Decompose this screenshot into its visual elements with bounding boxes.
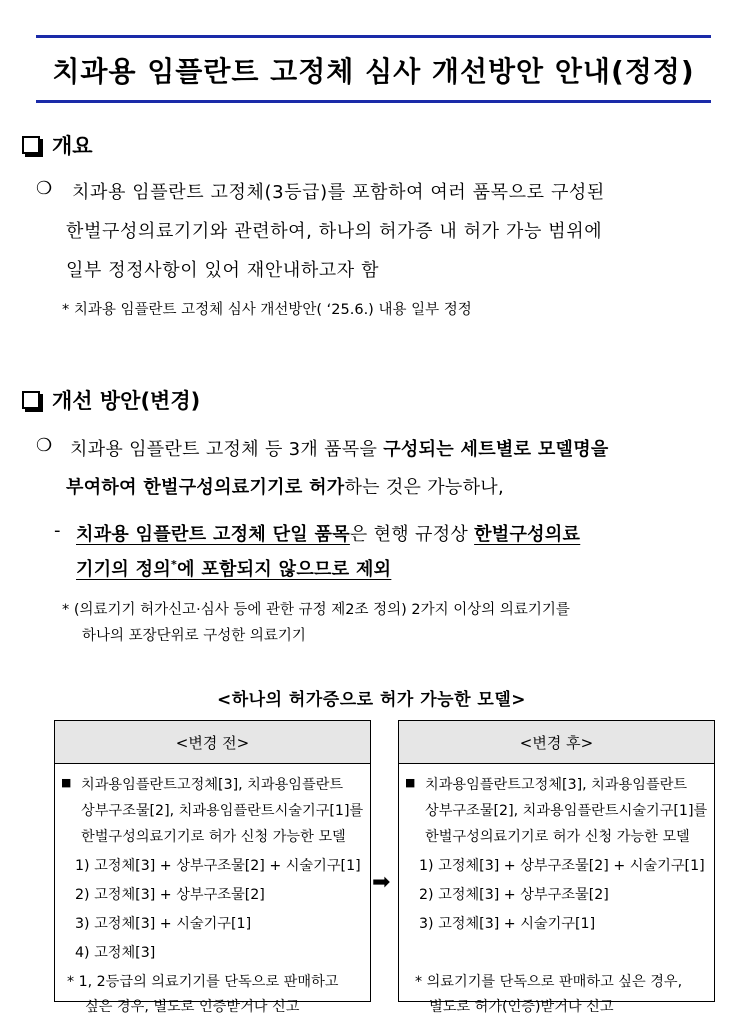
section-heading-text: 개선 방안(변경): [52, 389, 201, 413]
right-arrow-icon: ➡: [372, 870, 391, 895]
table-caption: <하나의 허가증으로 허가 가능한 모델>: [217, 690, 526, 710]
improvement-line-1: [70, 435, 609, 461]
after-desc-line-1: 치과용임플란트고정체[3], 치과용임플란트: [425, 777, 688, 793]
footnote-mark: *: [171, 558, 178, 571]
after-desc-line-3: 한벌구성의료기기로 허가 신청 가능한 모델: [425, 829, 690, 845]
definition-note-line-1: * (의료기기 허가신고·심사 등에 관한 규정 제2조 정의) 2가지 이상의 의료기기를: [62, 602, 570, 618]
text-segment: 하는 것은 가능하나,: [344, 477, 505, 498]
after-table: [398, 720, 715, 1015]
before-item-2: 2) 고정체[3] + 상부구조물[2]: [75, 887, 265, 903]
after-table-header: <변경 후>: [399, 721, 714, 764]
bold-segment: 구성되는 세트별로 모델명을: [383, 439, 609, 460]
before-table-header: <변경 전>: [55, 721, 370, 764]
before-note-line-1: * 1, 2등급의 의료기기를 단독으로 판매하고: [67, 974, 339, 990]
before-item-4: 4) 고정체[3]: [75, 945, 156, 961]
text-segment: 치과용 임플란트 고정체 등 3개 품목을: [70, 439, 384, 460]
overview-line-2: 한벌구성의료기기와 관련하여, 하나의 허가증 내 허가 가능 범위에: [66, 221, 603, 242]
overview-line-1: 치과용 임플란트 고정체(3등급)를 포함하여 여러 품목으로 구성된: [72, 182, 605, 203]
overview-line-3: 일부 정정사항이 있어 재안내하고자 함: [66, 260, 380, 281]
bullet-circle-icon: ❍: [36, 178, 53, 199]
section-heading-text: 개요: [52, 134, 93, 158]
bold-segment: 부여하여 한벌구성의료기기로 허가: [66, 477, 345, 498]
improvement-line-4: [76, 555, 391, 581]
overview-note: * 치과용 임플란트 고정체 심사 개선방안( ‘25.6.) 내용 일부 정정: [62, 302, 472, 318]
after-note-line-2: 별도로 허가(인증)받거나 신고: [429, 999, 614, 1015]
dash-marker: -: [54, 520, 61, 541]
checkbox-square-icon: [22, 136, 40, 154]
improvement-line-3: [76, 520, 580, 546]
underlined-bold-segment: 치과용 임플란트 고정체 단일 품목: [76, 524, 350, 545]
section-heading-overview: [22, 130, 93, 160]
text-segment: 은 현행 규정상: [349, 524, 475, 545]
section-heading-improvement: [22, 385, 200, 415]
before-item-3: 3) 고정체[3] + 시술기구[1]: [75, 916, 252, 932]
before-desc-line-1: 치과용임플란트고정체[3], 치과용임플란트: [81, 777, 344, 793]
improvement-line-2: [66, 473, 504, 499]
bullet-circle-icon: ❍: [36, 435, 53, 456]
before-item-1: 1) 고정체[3] + 상부구조물[2] + 시술기구[1]: [75, 858, 361, 874]
square-bullet-icon: ■: [61, 776, 72, 789]
underlined-bold-segment: [76, 559, 391, 580]
before-desc-line-2: 상부구조물[2], 치과용임플란트시술기구[1]를: [81, 803, 364, 819]
underlined-bold-segment: 한벌구성의료: [474, 524, 581, 545]
square-bullet-icon: ■: [405, 776, 416, 789]
page-title: 치과용 임플란트 고정체 심사 개선방안 안내(정정): [52, 55, 695, 88]
before-desc-line-3: 한벌구성의료기기로 허가 신청 가능한 모델: [81, 829, 346, 845]
title-box: [36, 35, 711, 103]
after-item-2: 2) 고정체[3] + 상부구조물[2]: [419, 887, 609, 903]
before-note-line-2: 싶은 경우, 별도로 인증받거나 신고: [85, 999, 300, 1015]
text-segment: 기기의 정의: [76, 559, 172, 580]
after-item-1: 1) 고정체[3] + 상부구조물[2] + 시술기구[1]: [419, 858, 705, 874]
before-table: [54, 720, 371, 1015]
after-note-line-1: * 의료기기를 단독으로 판매하고 싶은 경우,: [415, 974, 683, 990]
definition-note-line-2: 하나의 포장단위로 구성한 의료기기: [82, 628, 306, 644]
text-segment: 에 포함되지 않으므로 제외: [177, 559, 392, 580]
after-item-3: 3) 고정체[3] + 시술기구[1]: [419, 916, 596, 932]
checkbox-square-icon: [22, 391, 40, 409]
after-desc-line-2: 상부구조물[2], 치과용임플란트시술기구[1]를: [425, 803, 708, 819]
